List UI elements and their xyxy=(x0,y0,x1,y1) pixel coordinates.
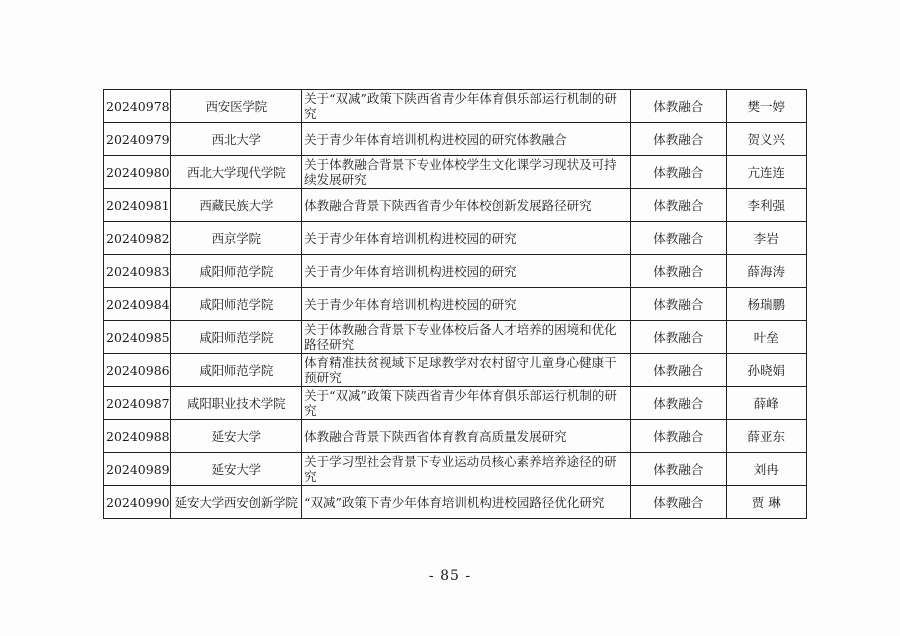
table-row xyxy=(104,420,807,453)
school-cell: 西安医学院 xyxy=(171,90,302,123)
school-cell: 咸阳师范学院 xyxy=(171,255,302,288)
person-name-cell: 叶垒 xyxy=(726,321,807,354)
table-row xyxy=(104,387,807,420)
school-cell: 西京学院 xyxy=(171,222,302,255)
table-row xyxy=(104,156,807,189)
project-id-cell: 20240987 xyxy=(104,387,171,420)
person-name-cell: 薛峰 xyxy=(726,387,807,420)
person-name-cell: 薛亚东 xyxy=(726,420,807,453)
project-title-cell: 关于“双减”政策下陕西省青少年体育俱乐部运行机制的研究 xyxy=(302,387,631,420)
table-row xyxy=(104,453,807,486)
project-title-cell: 体教融合背景下陕西省体育教育高质量发展研究 xyxy=(302,420,631,453)
school-cell: 咸阳师范学院 xyxy=(171,288,302,321)
project-title-cell: 关于体教融合背景下专业体校学生文化课学习现状及可持续发展研究 xyxy=(302,156,631,189)
person-name-cell: 贺义兴 xyxy=(726,123,807,156)
category-cell: 体教融合 xyxy=(630,222,726,255)
project-title-cell: 关于青少年体育培训机构进校园的研究 xyxy=(302,255,631,288)
table-body xyxy=(104,90,807,519)
person-name-cell: 贾 琳 xyxy=(726,486,807,519)
project-id-cell: 20240986 xyxy=(104,354,171,387)
project-title-cell: 关于学习型社会背景下专业运动员核心素养培养途径的研究 xyxy=(302,453,631,486)
project-title-cell: 关于青少年体育培训机构进校园的研究 xyxy=(302,288,631,321)
school-cell: 延安大学西安创新学院 xyxy=(171,486,302,519)
project-id-cell: 20240980 xyxy=(104,156,171,189)
person-name-cell: 李岩 xyxy=(726,222,807,255)
project-id-cell: 20240988 xyxy=(104,420,171,453)
school-cell: 咸阳师范学院 xyxy=(171,321,302,354)
table-row xyxy=(104,255,807,288)
category-cell: 体教融合 xyxy=(630,255,726,288)
project-id-cell: 20240989 xyxy=(104,453,171,486)
category-cell: 体教融合 xyxy=(630,123,726,156)
school-cell: 咸阳师范学院 xyxy=(171,354,302,387)
table-row xyxy=(104,288,807,321)
project-title-cell: 关于青少年体育培训机构进校园的研究体教融合 xyxy=(302,123,631,156)
project-title-cell: “双减”政策下青少年体育培训机构进校园路径优化研究 xyxy=(302,486,631,519)
project-table xyxy=(103,89,807,519)
category-cell: 体教融合 xyxy=(630,321,726,354)
category-cell: 体教融合 xyxy=(630,420,726,453)
project-id-cell: 20240981 xyxy=(104,189,171,222)
project-id-cell: 20240983 xyxy=(104,255,171,288)
person-name-cell: 杨瑞鹏 xyxy=(726,288,807,321)
person-name-cell: 樊一婷 xyxy=(726,90,807,123)
school-cell: 西北大学现代学院 xyxy=(171,156,302,189)
category-cell: 体教融合 xyxy=(630,486,726,519)
table-row xyxy=(104,321,807,354)
project-id-cell: 20240990 xyxy=(104,486,171,519)
table-row xyxy=(104,123,807,156)
person-name-cell: 李利强 xyxy=(726,189,807,222)
category-cell: 体教融合 xyxy=(630,387,726,420)
category-cell: 体教融合 xyxy=(630,288,726,321)
table-row xyxy=(104,189,807,222)
project-id-cell: 20240982 xyxy=(104,222,171,255)
project-id-cell: 20240978 xyxy=(104,90,171,123)
table-row xyxy=(104,354,807,387)
school-cell: 延安大学 xyxy=(171,453,302,486)
person-name-cell: 亢连连 xyxy=(726,156,807,189)
school-cell: 咸阳职业技术学院 xyxy=(171,387,302,420)
project-id-cell: 20240984 xyxy=(104,288,171,321)
table-row xyxy=(104,222,807,255)
project-title-cell: 关于体教融合背景下专业体校后备人才培养的困境和优化路径研究 xyxy=(302,321,631,354)
category-cell: 体教融合 xyxy=(630,189,726,222)
person-name-cell: 刘冉 xyxy=(726,453,807,486)
project-title-cell: 关于青少年体育培训机构进校园的研究 xyxy=(302,222,631,255)
category-cell: 体教融合 xyxy=(630,354,726,387)
category-cell: 体教融合 xyxy=(630,453,726,486)
page-number: - 85 - xyxy=(428,568,472,584)
school-cell: 延安大学 xyxy=(171,420,302,453)
table-row xyxy=(104,90,807,123)
school-cell: 西藏民族大学 xyxy=(171,189,302,222)
project-title-cell: 体教融合背景下陕西省青少年体校创新发展路径研究 xyxy=(302,189,631,222)
project-id-cell: 20240979 xyxy=(104,123,171,156)
school-cell: 西北大学 xyxy=(171,123,302,156)
category-cell: 体教融合 xyxy=(630,90,726,123)
project-id-cell: 20240985 xyxy=(104,321,171,354)
person-name-cell: 孙晓娟 xyxy=(726,354,807,387)
person-name-cell: 薛海涛 xyxy=(726,255,807,288)
category-cell: 体教融合 xyxy=(630,156,726,189)
project-title-cell: 体育精准扶贫视域下足球教学对农村留守儿童身心健康干预研究 xyxy=(302,354,631,387)
project-title-cell: 关于“双减”政策下陕西省青少年体育俱乐部运行机制的研究 xyxy=(302,90,631,123)
table-row xyxy=(104,486,807,519)
